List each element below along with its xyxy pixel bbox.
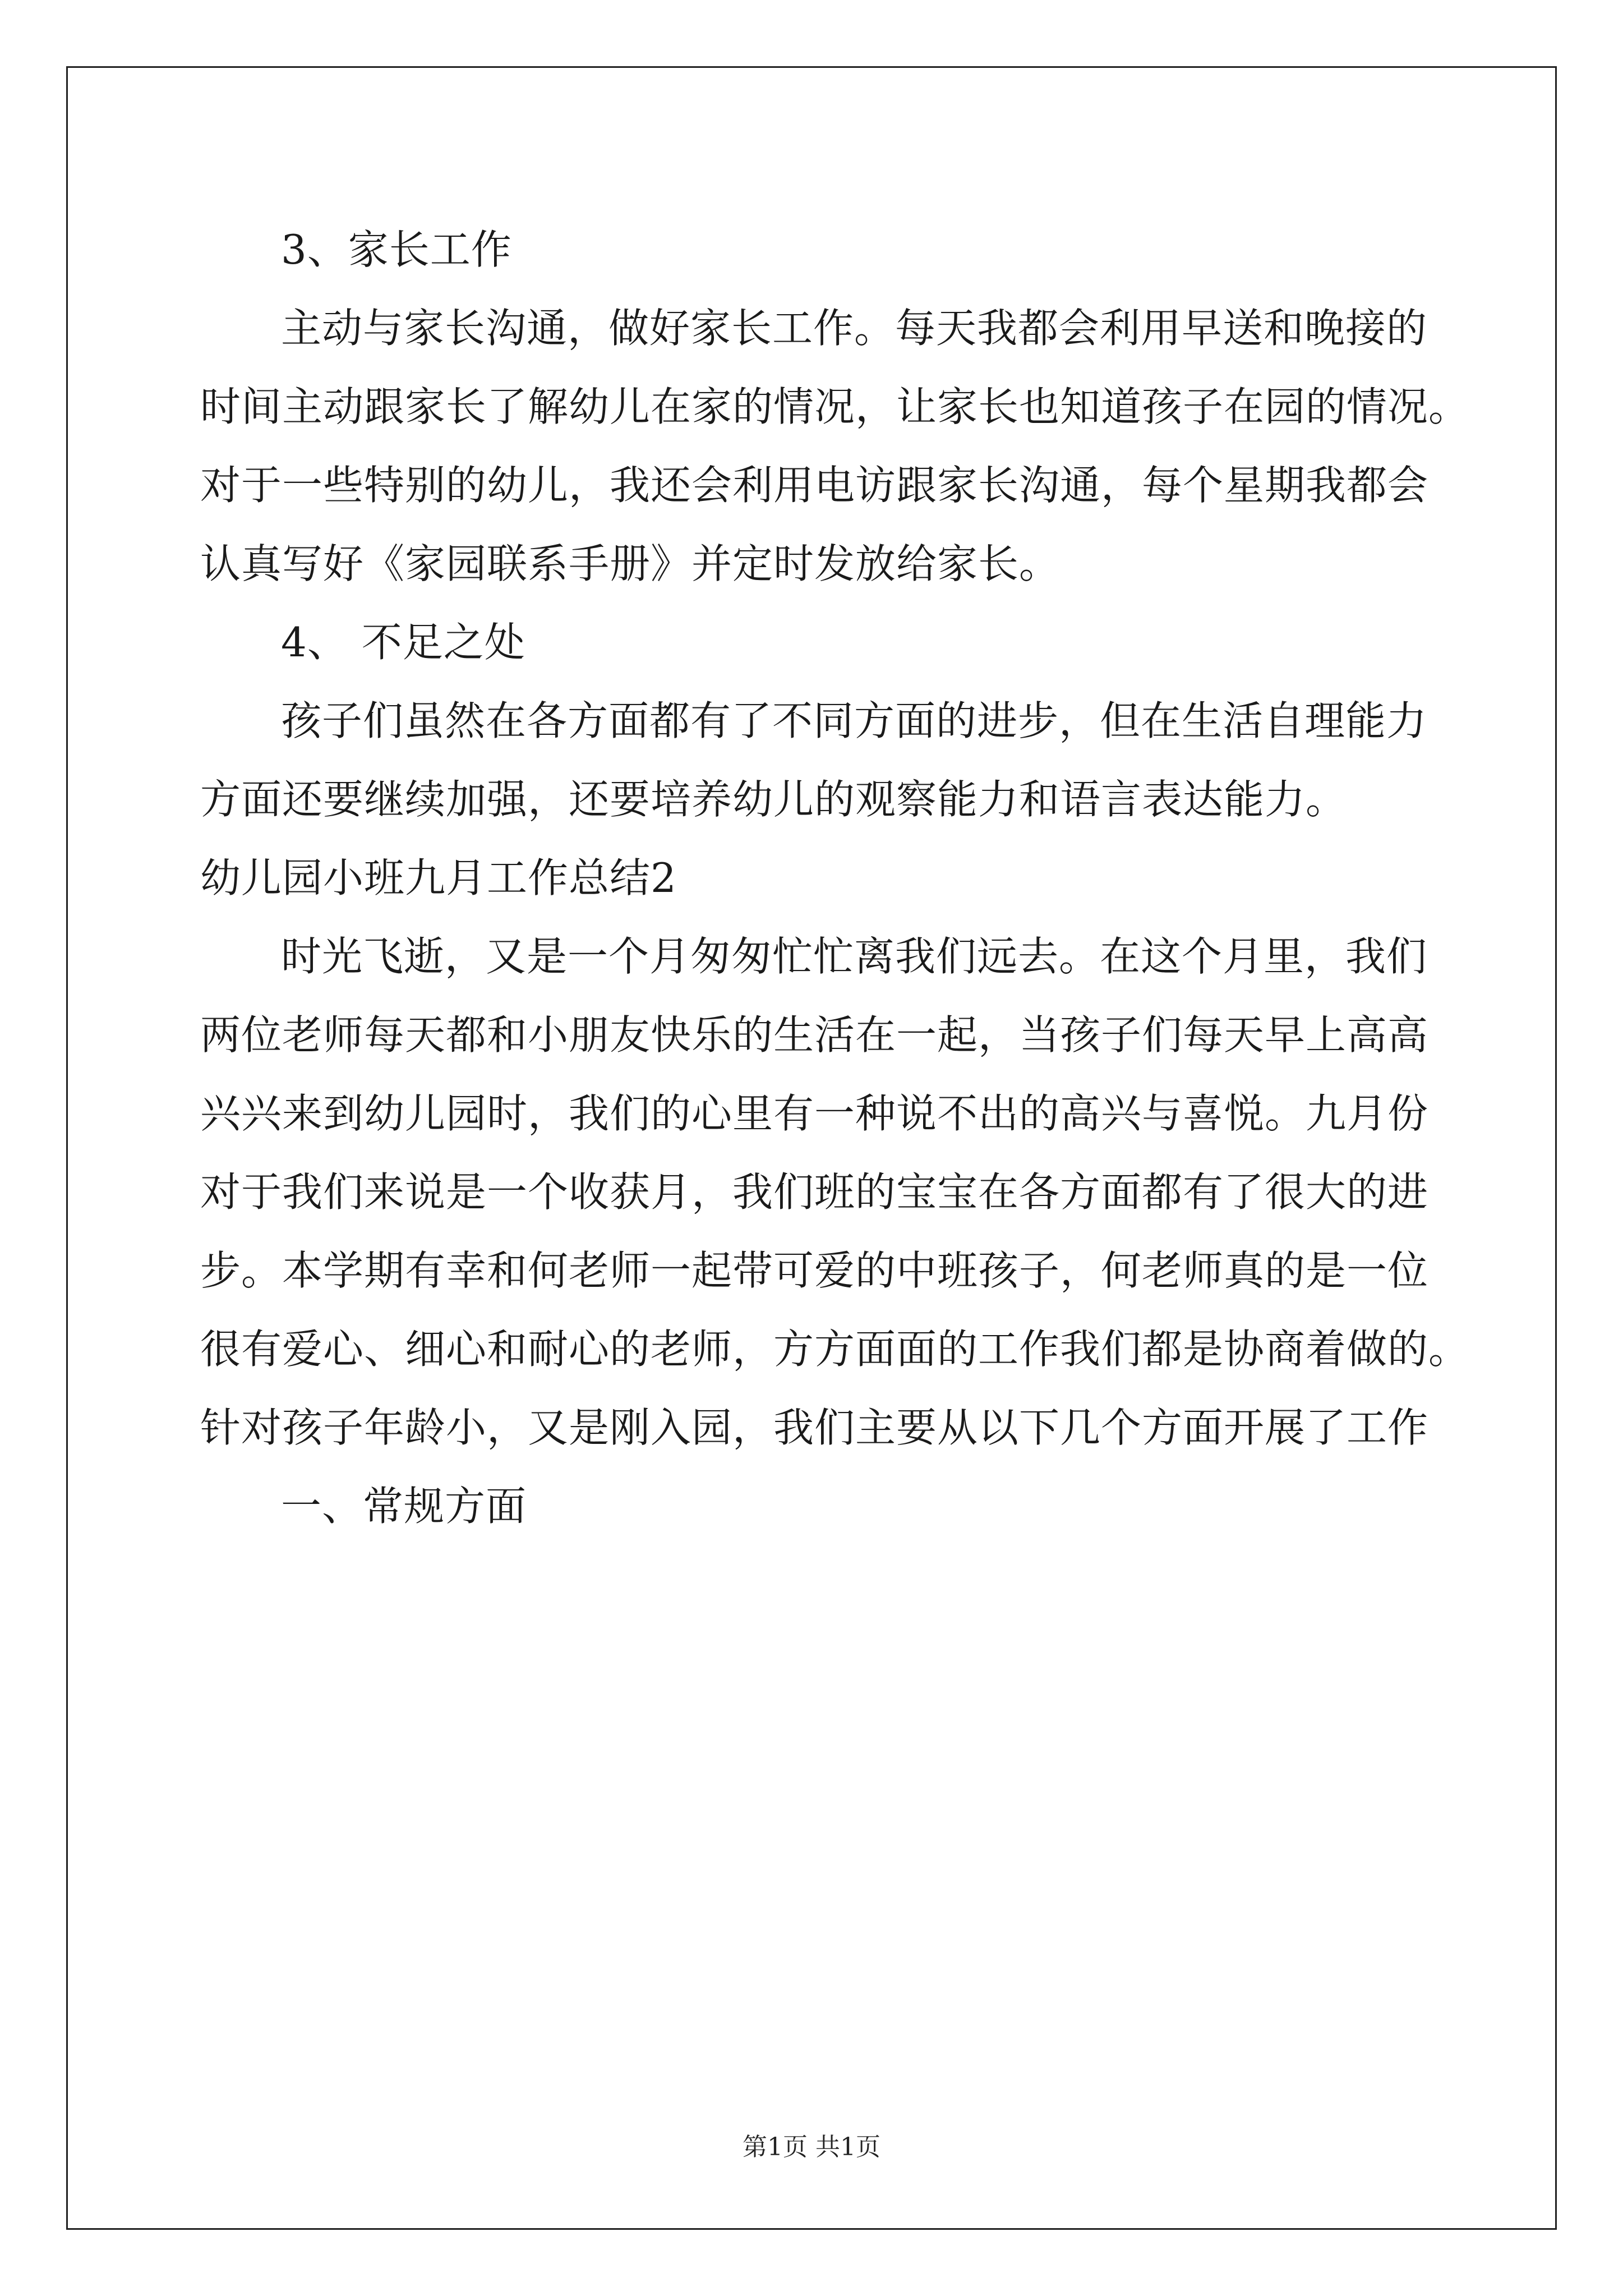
paragraph-line: 认真写好《家园联系手册》并定时发放给家长。 <box>200 540 1061 587</box>
paragraph-line: 步。本学期有幸和何老师一起带可爱的中班孩子，何老师真的是一位 <box>200 1247 1429 1294</box>
section-heading-parent-work: 3、家长工作 <box>281 226 512 273</box>
page-footer <box>0 2131 1623 2164</box>
paragraph-line: 兴兴来到幼儿园时，我们的心里有一种说不出的高兴与喜悦。九月份 <box>200 1090 1429 1137</box>
section-heading-shortcomings: 4、 不足之处 <box>281 619 525 666</box>
document-body <box>200 210 1470 1545</box>
document-title: 幼儿园小班九月工作总结2 <box>200 854 677 901</box>
paragraph-line: 针对孩子年龄小，又是刚入园，我们主要从以下几个方面开展了工作 <box>200 1404 1429 1451</box>
paragraph-line: 时间主动跟家长了解幼儿在家的情况，让家长也知道孩子在园的情况。 <box>200 383 1470 430</box>
paragraph-line: 方面还要继续加强，还要培养幼儿的观察能力和语言表达能力。 <box>200 776 1347 823</box>
paragraph-line: 主动与家长沟通，做好家长工作。每天我都会利用早送和晚接的 <box>281 305 1428 352</box>
paragraph-line: 时光飞逝，又是一个月匆匆忙忙离我们远去。在这个月里，我们 <box>281 933 1428 980</box>
paragraph-line: 两位老师每天都和小朋友快乐的生活在一起，当孩子们每天早上高高 <box>200 1011 1429 1059</box>
paragraph-line: 很有爱心、细心和耐心的老师，方方面面的工作我们都是协商着做的。 <box>200 1326 1470 1373</box>
paragraph-line: 对于我们来说是一个收获月，我们班的宝宝在各方面都有了很大的进 <box>200 1168 1429 1216</box>
page-number-label: 第1页 共1页 <box>743 2133 880 2161</box>
section-heading-routine: 一、常规方面 <box>281 1483 527 1530</box>
paragraph-line: 孩子们虽然在各方面都有了不同方面的进步，但在生活自理能力 <box>281 697 1428 744</box>
paragraph-line: 对于一些特别的幼儿，我还会利用电访跟家长沟通，每个星期我都会 <box>200 462 1429 509</box>
